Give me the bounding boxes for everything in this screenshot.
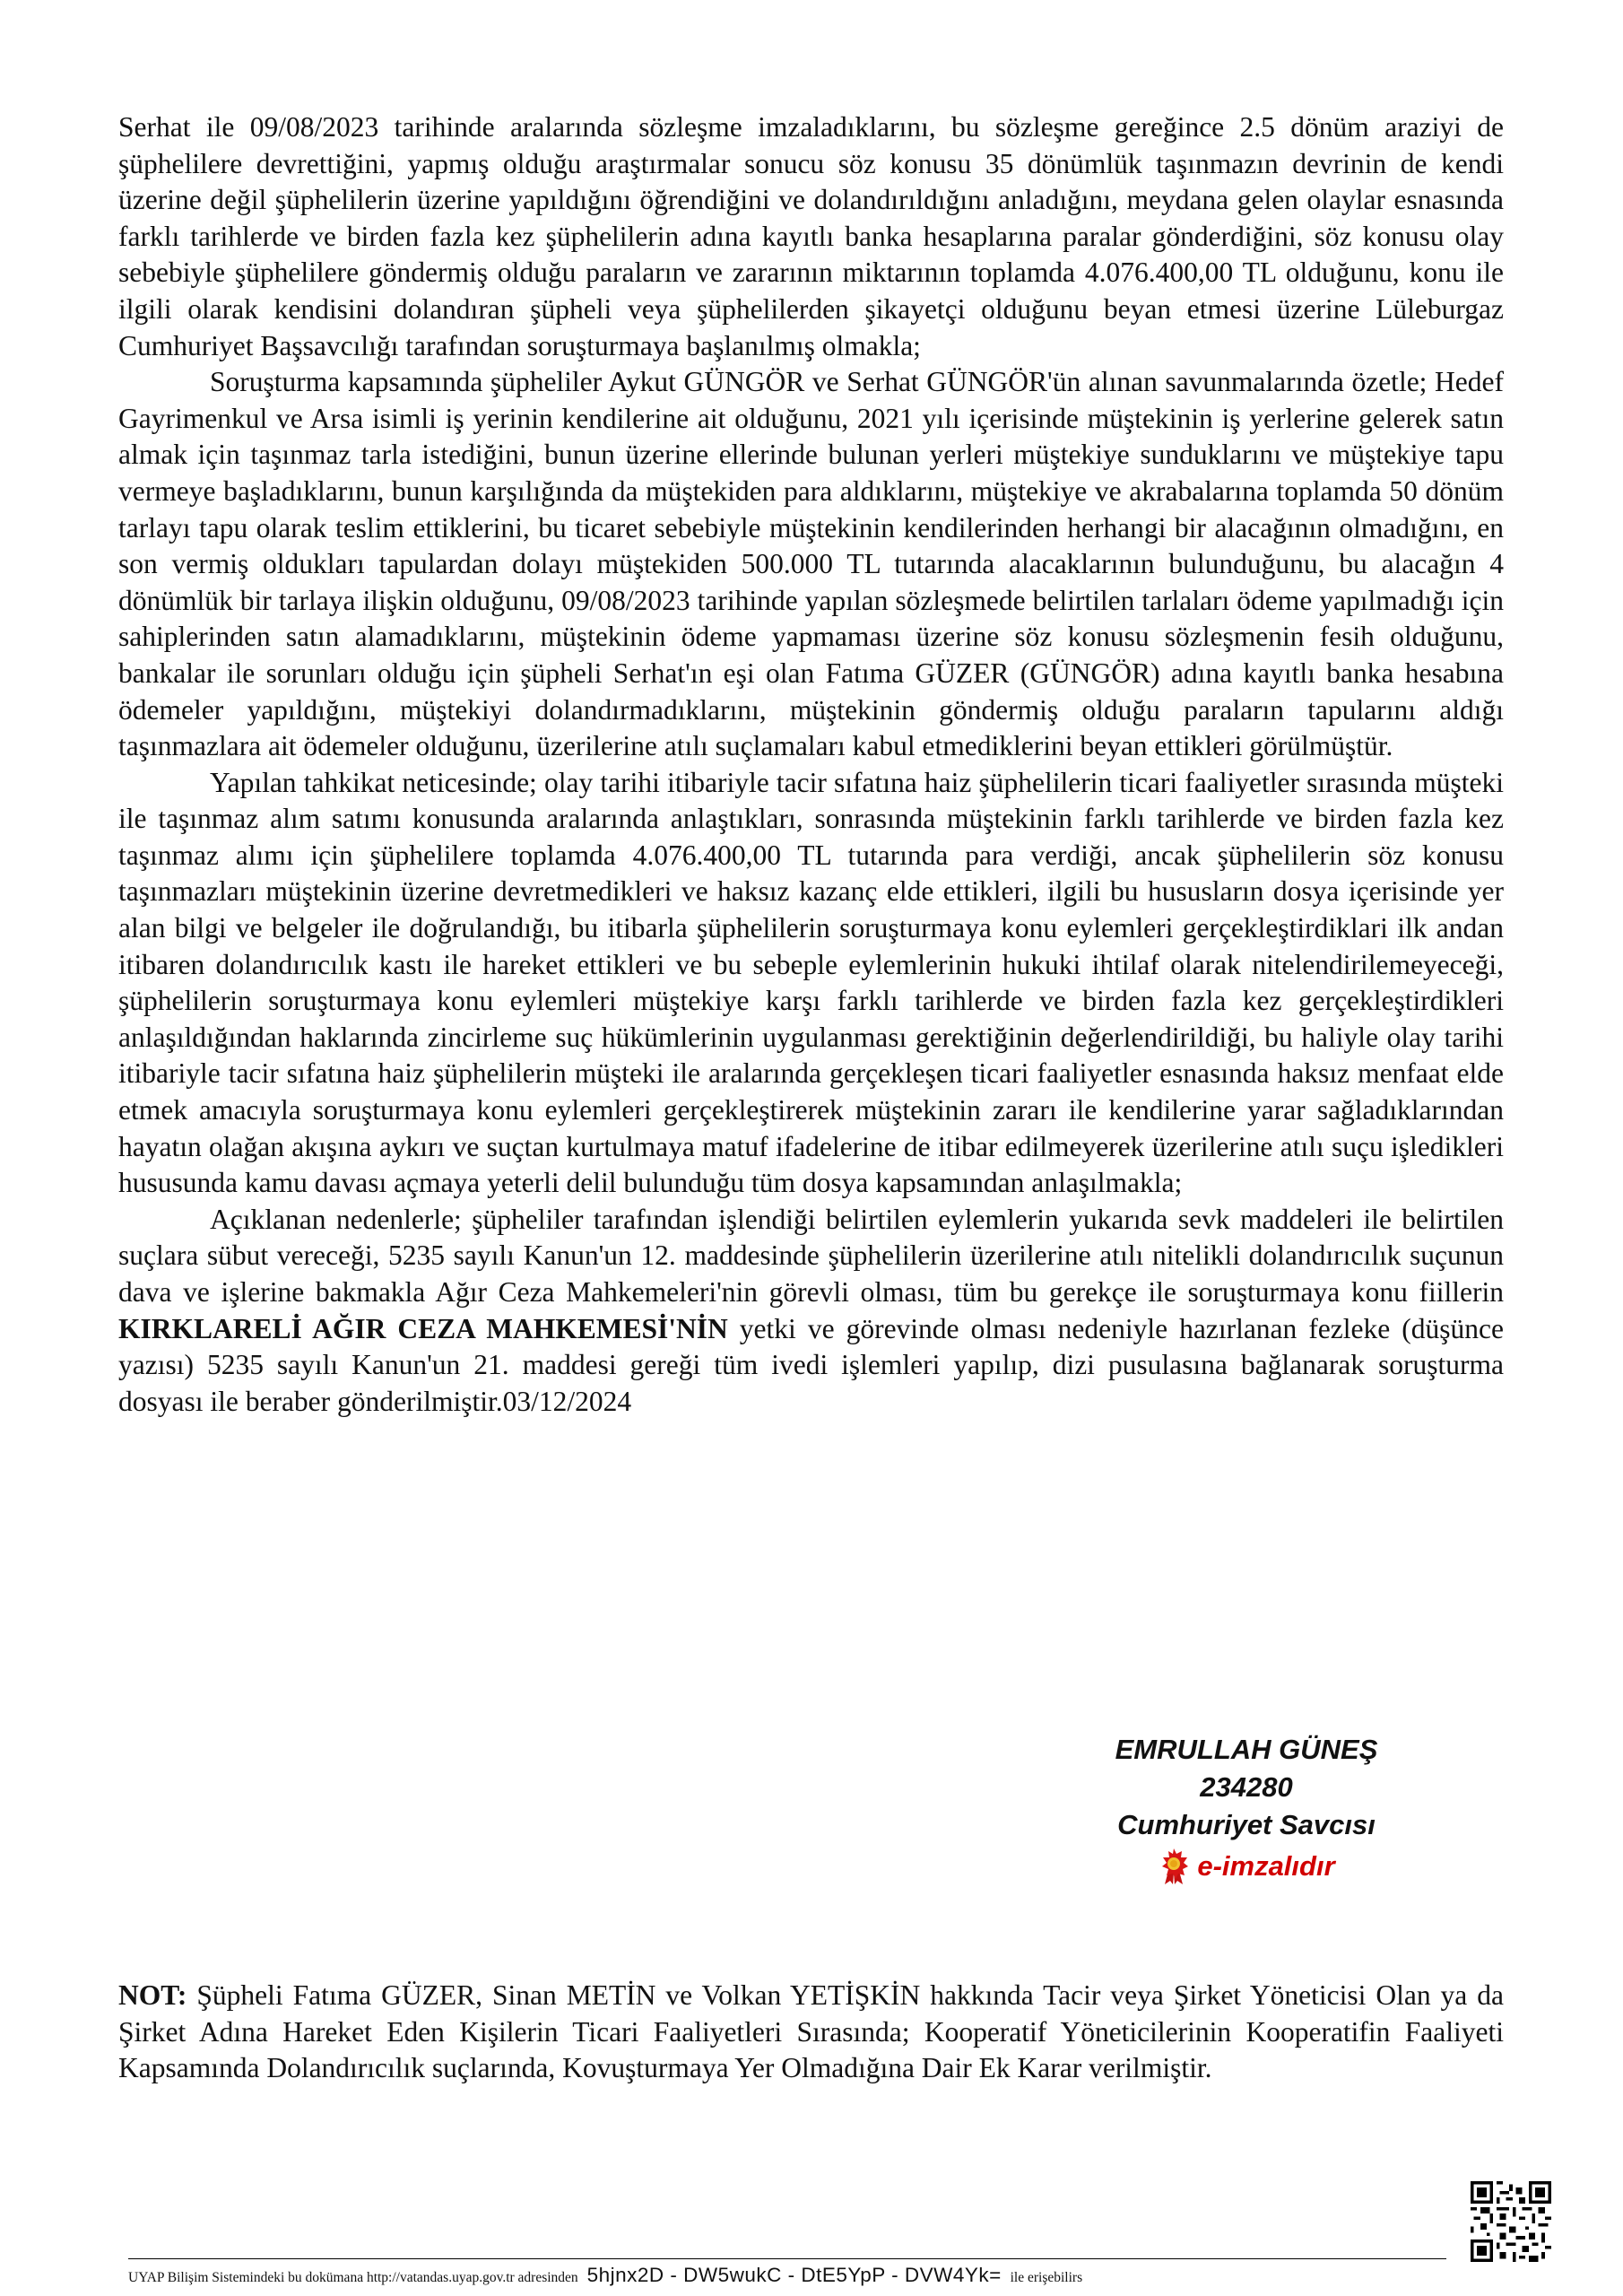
note-section (118, 1978, 1504, 2087)
conclusion-text-after: yetki ve görevinde olması nedeniyle hazırlanan fezleke (düşünce yazısı) 5235 sayılı Kanun'un 21. maddesi gereği tüm ivedi işlemleri yapılıp, dizi pusulasına bağlanarak soruşturma dosyası ile beraber gönderilmiştir.03/12/2024 (118, 1312, 1504, 1417)
e-signature (1058, 1848, 1435, 1885)
paragraph-2: Soruşturma kapsamında şüpheliler Aykut GÜNGÖR ve Serhat GÜNGÖR'ün alınan savunmalarında özetle; Hedef Gayrimenkul ve Arsa isimli iş yerinin kendilerine ait olduğunu, 2021 yılı içerisinde müştekinin iş yerlerine gelerek satın almak için taşınmaz tarla istediğini, bunun üzerine ellerinde bulunan yerleri müştekiye sunduklarını ve müştekiye tapu vermeye başladıklarını, bunun karşılığında da müştekiden para aldıklarını, müştekiye ve akrabalarına toplamda 50 dönüm tarlayı tapu olarak teslim ettiklerini, bu ticaret sebebiyle müştekinin kendilerinden herhangi bir alacağının olmadığını, en son vermiş oldukları tapulardan dolayı müştekiden 500.000 TL tutarında alacaklarının bulunduğunu, bu alacağın 4 dönümlük bir tarlaya ilişkin olduğunu, 09/08/2023 tarihinde yapılan sözleşmede belirtilen tarlaları ödeme yapılmadığı için sahiplerinden satın alamadıklarını, müştekinin ödeme yapmaması üzerine söz konusu sözleşmenin fesih olduğunu, bankalar ile sorunları olduğu için şüpheli Serhat'ın eşi olan Fatıma GÜZER (GÜNGÖR) adına kayıtlı banka hesabına ödemeler yapıldığını, müştekiyi dolandırmadıklarını, müştekinin göndermiş olduğu paraların tapularını aldığı taşınmazlara ait ödemeler olduğunu, üzerilerine atılı suçlamaları kabul etmediklerini beyan ettikleri görülmüştür. (118, 366, 1504, 762)
conclusion-text-before: Açıklanan nedenlerle; şüpheliler tarafından işlendiği belirtilen eylemlerin yukarıda sevk maddeleri ile belirtilen suçlara sübut vereceği, 5235 sayılı Kanun'un 12. maddesinde şüphelilerin üzerilerine atılı nitelikli dolandırıcılık suçunun dava ve işlerine bakmakla Ağır Ceza Mahkemeleri'nin görevli olması, tüm bu gerekçe ile soruşturmaya konu fiillerin (118, 1203, 1504, 1308)
paragraph-1: Serhat ile 09/08/2023 tarihinde aralarında sözleşme imzaladıklarını, bu sözleşme gereğince 2.5 dönüm araziyi de şüphelilere devrettiğini, yapmış olduğu araştırmalar sonucu söz konusu 35 dönümlük taşınmazın devrinin de kendi üzerine değil şüphelilerin üzerine yapıldığını öğrendiğini ve dolandırıldığını anladığını, meydana gelen olaylar esnasında farklı tarihlerde ve birden fazla kez şüphelilerin adına kayıtlı banka hesaplarına paralar gönderdiğini, söz konusu olay sebebiyle şüphelilere göndermiş olduğu paraların ve zararının miktarının toplamda 4.076.400,00 TL olduğunu, konu ile ilgili olarak kendisini dolandıran şüpheli veya şüphelilerden şikayetçi olduğunu beyan etmesi üzerine Lüleburgaz Cumhuriyet Başsavcılığı tarafından soruşturmaya başlanılmış olmakla; (118, 111, 1504, 361)
prosecutor-name: EMRULLAH GÜNEŞ (1115, 1734, 1378, 1765)
qr-code-icon (1471, 2181, 1551, 2262)
footer-prefix: UYAP Bilişim Sistemindeki bu dokümana http://vatandas.uyap.gov.tr adresinden (128, 2270, 578, 2285)
paragraph-3: Yapılan tahkikat neticesinde; olay tarihi itibariyle tacir sıfatına haiz şüphelilerin ticari faaliyetler sırasında müşteki ile taşınmaz alım satımı konusunda aralarında anlaştıkları, sonrasında müştekinin farklı tarihlerde ve birden fazla kez taşınmaz alımı için şüphelilere toplamda 4.076.400,00 TL tutarında para verdiği, ancak şüphelilerin söz konusu taşınmazları müştekinin üzerine devretmedikleri ve haksız kazanç elde ettikleri, ilgili bu hususların dosya içerisinde yer alan bilgi ve belgeler ile doğrulandığı, bu itibarla şüphelilerin soruşturmaya konu eylemleri gerçekleştirdiklari ilk andan itibaren dolandırıcılık kastı ile hareket ettikleri ve bu sebeple eylemlerinin hukuki ihtilaf olarak nitelendirilemeyeceği, şüphelilerin soruşturmaya konu eylemleri müştekiye karşı farklı tarihlerde ve birden fazla kez gerçekleştirdikleri anlaşıldığından haklarında zincirleme suç hükümlerinin uygulanması gerektiğinin değerlendirildiği, bu haliyle olay tarihi itibariyle tacir sıfatına haiz şüphelilerin müşteki ile aralarında gerçekleşen ticari faaliyetler esnasında haksız menfaat elde etmek amacıyla soruşturmaya konu eylemleri gerçekleştirerek müştekinin zararı ile kendilerine yarar sağladıklarından hayatın olağan akışına aykırı ve suçtan kurtulmaya matuf ifadelerine de itibar edilmeyerek üzerilerine atılı suçu işledikleri hususunda kamu davası açmaya yeterli delil bulunduğu tüm dosya kapsamından anlaşılmakla; (118, 766, 1504, 1199)
note-label: NOT: (118, 1979, 187, 2011)
e-signature-label: e-imzalıdır (1197, 1850, 1335, 1882)
signature-block (1058, 1731, 1435, 1885)
paragraph-conclusion (118, 1202, 1504, 1421)
footer (128, 2264, 1455, 2290)
seal-icon (1158, 1848, 1190, 1885)
verification-code: 5hjnx2D - DW5wukC - DtE5YpP - DVW4Yk= (586, 2264, 1002, 2286)
prosecutor-title: Cumhuriyet Savcısı (1117, 1809, 1376, 1840)
note-text: Şüpheli Fatıma GÜZER, Sinan METİN ve Volkan YETİŞKİN hakkında Tacir veya Şirket Yöneticisi Olan ya da Şirket Adına Hareket Eden Kişilerin Ticari Faaliyetleri Sırasında; Kooperatif Yöneticilerinin Kooperatifin Faaliyeti Kapsamında Dolandırıcılık suçlarında, Kovuşturmaya Yer Olmadığına Dair Ek Karar verilmiştir. (118, 1979, 1504, 2084)
footer-suffix: ile erişebilirs (1010, 2270, 1083, 2285)
footer-divider (128, 2258, 1446, 2259)
document-body (118, 109, 1504, 1420)
court-name: KIRKLARELİ AĞIR CEZA MAHKEMESİ'NİN (118, 1312, 728, 1344)
prosecutor-number: 234280 (1200, 1771, 1293, 1803)
